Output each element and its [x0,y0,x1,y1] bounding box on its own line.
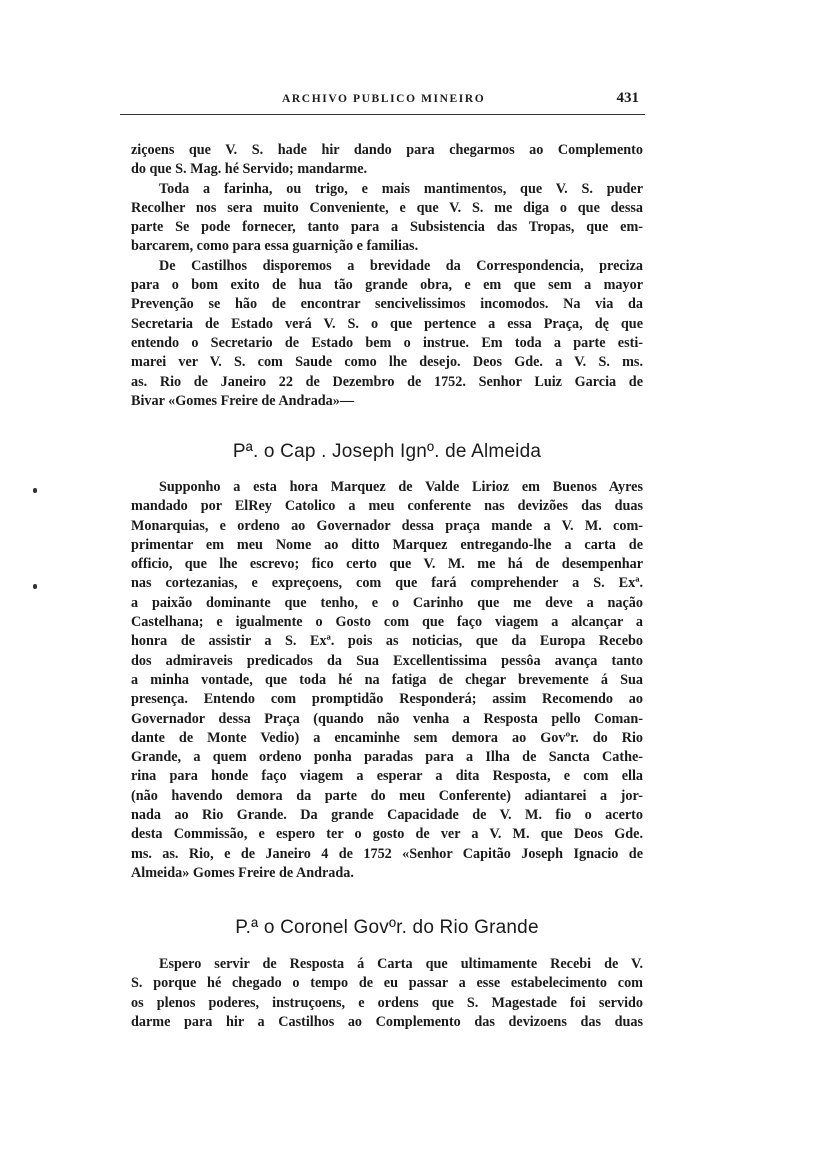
text-line: S. porque hé chegado o tempo de eu passar a esse estabelecimento com [131,975,643,992]
text-line: Espero servir de Resposta á Carta que ultimamente Recebi de V. [159,956,643,972]
text-line: Grande, a quem ordeno ponha paradas para a Ilha de Sancta Cathe- [131,749,643,766]
text-line: (não havendo demora da parte do meu Conferente) adiantarei a jor- [131,787,643,804]
margin-mark [33,584,37,589]
page-number: 431 [616,90,639,106]
text-line: entendo o Secretario de Estado bem o instrue. Em toda a parte esti- [131,334,643,351]
text-line: ms. as. Rio, e de Janeiro 4 de 1752 «Senhor Capitão Joseph Ignacio de [131,845,643,862]
text-line: officio, que lhe escrevo; fico certo que V. M. me há de desempenhar [131,556,643,573]
text-line: Prevenção se hão de encontrar sencivelissimos incomodos. Na via da [131,296,643,313]
text-line: honra de assistir a S. Exª. pois as noticias, que da Europa Recebo [131,633,643,650]
text-line: desta Commissão, e espero ter o gosto de ver a V. M. que Deos Gde. [131,826,643,843]
text-line: nada ao Rio Grande. Da grande Capacidade de V. M. fio o acerto [131,807,643,824]
text-line: darme para hir a Castilhos ao Complemento das devizoens das duas [131,1013,643,1030]
running-header [120,92,645,116]
letter-body-almeida [131,478,643,883]
text-line: dante de Monte Vedio) a encaminhe sem demora ao Govºr. do Rio [131,729,643,746]
text-line: Recolher nos sera muito Conveniente, e que V. S. me diga o que dessa [131,199,643,216]
text-line: Almeida» Gomes Freire de Andrada. [131,864,354,881]
text-line: a paixão dominante que tenho, e o Carinho que me deve a nação [131,594,643,611]
text-line: Castelhana; e igualmente o Gosto com que faço viagem a alcançar a [131,614,643,631]
text-line: nas cortezanias, e expreçoens, com que fará comprehender a S. Exª. [131,575,643,592]
text-line: parte Se pode fornecer, tanto para a Subsistencia das Tropas, que em- [131,219,643,236]
text-line: Bivar «Gomes Freire de Andrada»— [131,392,355,409]
text-line: mandado por ElRey Catolico a meu conferente nas devizões das duas [131,498,643,515]
text-line: Secretaria de Estado verá V. S. o que pertence a essa Praça, dę que [131,315,643,332]
text-line: do que S. Mag. hé Servido; mandarme. [131,161,368,178]
text-line: Supponho a esta hora Marquez de Valde Lirioz em Buenos Ayres [159,479,643,495]
text-line: rina para honde faço viagem a esperar a dita Resposta, e com ella [131,768,643,785]
text-line: presença. Entendo com promptidão Responderá; assim Recomendo ao [131,691,643,708]
text-line: a minha vontade, que toda hé na fatiga de chegar brevemente á Sua [131,671,643,688]
text-line: para o bom exito de hua tão grande obra, e em que sem a mayor [131,277,643,294]
text-line: barcarem, como para essa guarnição e familias. [131,238,419,255]
text-line: Monarquias, e ordeno ao Governador dessa praça mande a V. M. com- [131,517,643,534]
text-line: marei ver V. S. com Saude como lhe desejo. Deos Gde. a V. S. ms. [131,354,643,371]
section-heading-almeida: Pª. o Cap . Joseph Ignº. de Almeida [232,441,542,462]
text-line: as. Rio de Janeiro 22 de Dezembro de 1752. Senhor Luiz Garcia de [131,373,643,390]
text-line: ziçoens que V. S. hade hir dando para chegarmos ao Complemento [131,142,643,158]
text-line: os plenos poderes, instruçoens, e ordens que S. Magestade foi servido [131,994,643,1011]
header-rule [120,114,645,115]
text-line: Toda a farinha, ou trigo, e mais mantimentos, que V. S. puder [159,180,643,197]
letter-body-rio-grande [131,955,643,1032]
letter-body-bivar [131,141,643,411]
section-heading-rio-grande: P.ª o Coronel Govºr. do Rio Grande [235,917,539,938]
text-line: Governador dessa Praça (quando não venha a Resposta pello Coman- [131,710,643,727]
text-line: primentar em meu Nome ao ditto Marquez entregando-lhe a carta de [131,536,643,553]
text-line: De Castilhos disporemos a brevidade da Correspondencia, preciza [159,257,643,274]
margin-mark [33,488,37,493]
text-line: dos admiraveis predicados da Sua Excellentissima pessôa avança tanto [131,652,643,669]
running-title: ARCHIVO PUBLICO MINEIRO [282,93,486,105]
